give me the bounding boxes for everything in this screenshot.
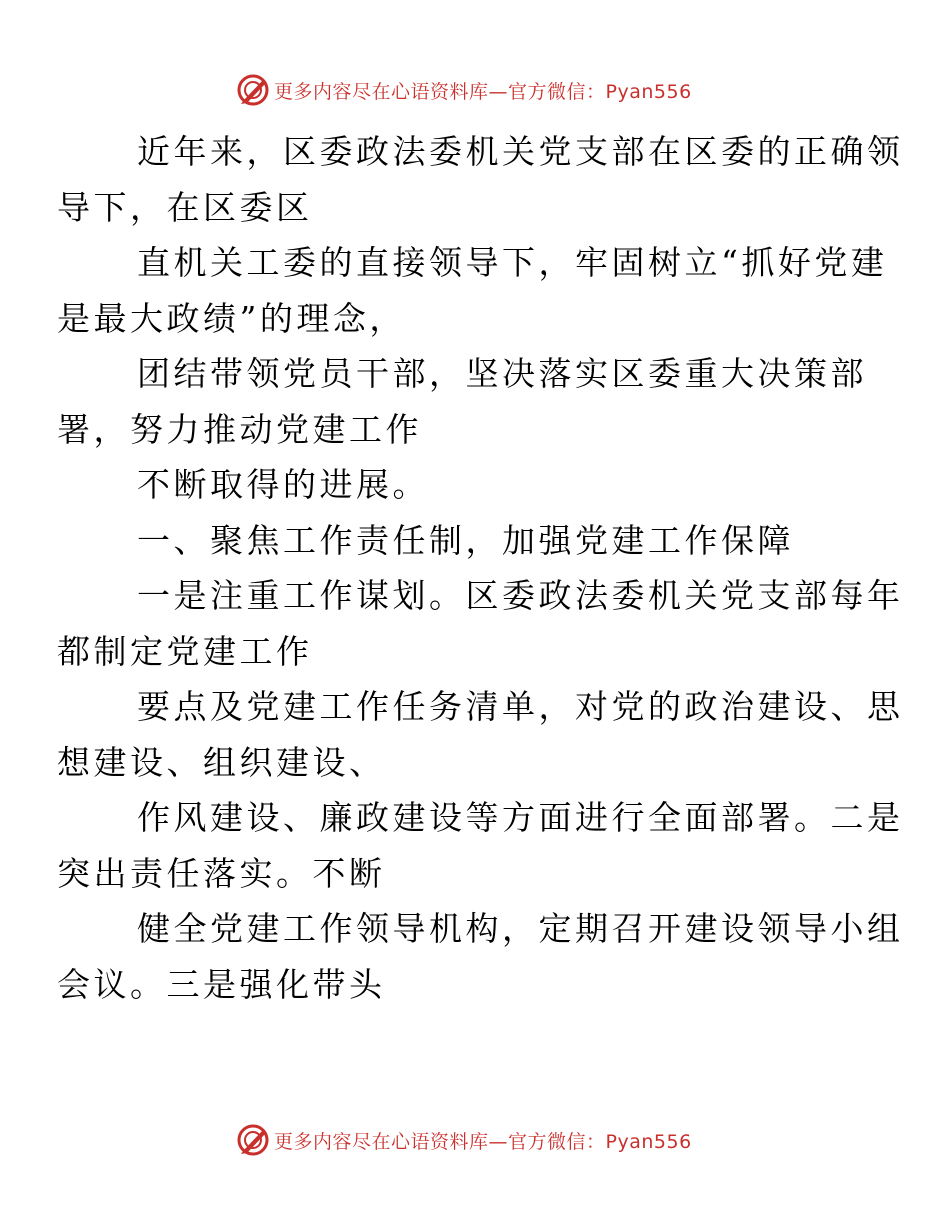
paragraph-line: 突出责任落实。不断	[57, 853, 386, 893]
watermark-text: 更多内容尽在心语资料库—官方微信：Pyan556	[274, 1130, 692, 1153]
paragraph-line: 作风建设、廉政建设等方面进行全面部署。二是	[137, 798, 904, 837]
footer-watermark	[236, 1122, 692, 1158]
paragraph-8	[57, 790, 904, 901]
paragraph-line: 都制定党建工作	[57, 631, 313, 671]
section-heading	[97, 513, 857, 569]
paragraph-9	[57, 901, 904, 1012]
paragraph-line: 健全党建工作领导机构，定期召开建设领导小组	[137, 909, 904, 948]
paragraph-line: 要点及党建工作任务清单，对党的政治建设、思	[137, 687, 904, 726]
paragraph-line: 会议。三是强化带头	[57, 964, 386, 1004]
paragraph-2	[57, 235, 888, 346]
pen-logo-icon	[236, 1123, 270, 1157]
section-heading-text: 一、聚焦工作责任制，加强党建工作保障	[137, 520, 794, 560]
paragraph-line: 近年来，区委政法委机关党支部在区委的正确领	[137, 132, 904, 171]
document-body	[57, 124, 904, 1012]
paragraph-4	[97, 457, 857, 513]
paragraph-line: 是最大政绩”的理念，	[57, 298, 406, 338]
paragraph-line: 一是注重工作谋划。区委政法委机关党支部每年	[137, 576, 904, 615]
paragraph-7	[57, 679, 904, 790]
paragraph-line: 署，努力推动党建工作	[57, 409, 422, 449]
paragraph-line: 直机关工委的直接领导下，牢固树立“抓好党建	[137, 243, 888, 282]
pen-logo-icon	[236, 73, 270, 107]
paragraph-6	[57, 568, 904, 679]
paragraph-1	[57, 124, 904, 235]
watermark-text: 更多内容尽在心语资料库—官方微信：Pyan556	[274, 80, 692, 103]
header-watermark	[236, 72, 692, 108]
paragraph-line: 想建设、组织建设、	[57, 742, 386, 782]
paragraph-line: 不断取得的进展。	[137, 465, 429, 504]
paragraph-line: 团结带领党员干部，坚决落实区委重大决策部	[137, 354, 867, 393]
paragraph-line: 导下，在区委区	[57, 187, 313, 227]
paragraph-3	[57, 346, 867, 457]
